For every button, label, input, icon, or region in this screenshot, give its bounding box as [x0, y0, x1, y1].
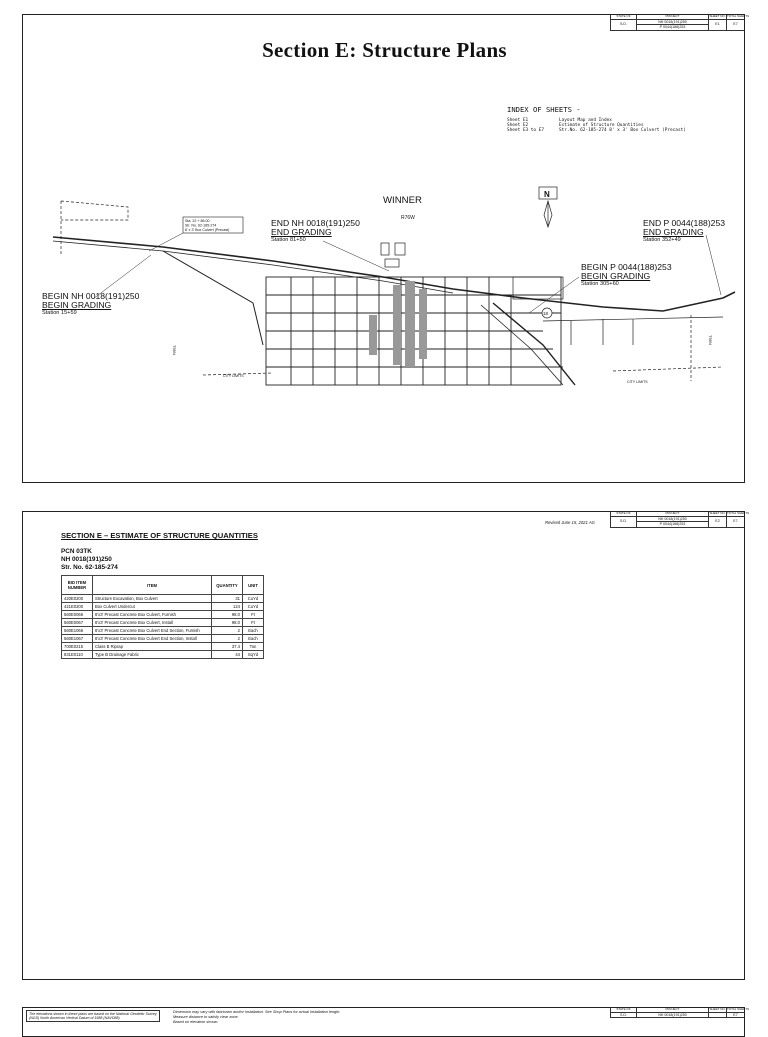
table-header-row	[62, 576, 264, 595]
title-block-sheet: E1	[708, 20, 726, 31]
title-block-state: S.D.	[610, 20, 636, 31]
township-label: T99N	[708, 335, 713, 345]
title-block-header: PROJECT	[636, 15, 708, 20]
title-block-project: P 0044(188)253	[636, 522, 708, 528]
title-block-header: STATE OF	[610, 512, 636, 517]
north-arrow-icon: N	[544, 190, 550, 199]
sheet-estimate-quantities	[22, 511, 750, 980]
project-number: NH 0018(191)250	[61, 556, 112, 563]
revised-note: Revised June 15, 2021 AG	[545, 520, 595, 525]
title-block-sheet: E2	[708, 517, 726, 528]
table-row: 700E0215 Class B Riprap 37.4 Ton	[62, 643, 264, 651]
table-row: 560E0066 8'x3' Precast Concrete Box Culvert, Furnish 98.0 Ft	[62, 611, 264, 619]
township-label: T99N	[172, 345, 177, 355]
column-header: BID ITEM NUMBER	[62, 576, 93, 595]
title-block-header: STATE OF	[610, 15, 636, 20]
pcn-number: PCN 03TK	[61, 548, 92, 555]
title-block-header: TOTAL SHEETS	[727, 14, 750, 18]
label-begin-nh: BEGIN NH 0018(191)250 BEGIN GRADING Station 15+59	[42, 291, 140, 316]
title-block-project: NH 0018(191)250	[636, 20, 708, 26]
sheet-title: Section E: Structure Plans	[262, 38, 507, 62]
title-block-state: S.D.	[610, 1013, 636, 1019]
title-block-total: E7	[726, 517, 744, 528]
title-block-header: SHEET NO.	[709, 511, 726, 515]
column-header: ITEM	[93, 576, 212, 595]
sheet-culvert-details	[22, 1007, 750, 1037]
city-limits-label: CITY LIMITS	[627, 380, 648, 384]
route-marker-label: 18	[543, 311, 548, 316]
title-block-header: TOTAL SHEETS	[727, 511, 750, 515]
culvert-note: Sta. 22 + 86.00	[185, 219, 210, 223]
label-end-p: END P 0044(188)253 END GRADING Station 352+49	[643, 218, 726, 243]
title-block-total: E7	[726, 20, 744, 31]
title-block-header: TOTAL SHEETS	[727, 1007, 750, 1011]
title-block-header: SHEET NO.	[709, 14, 726, 18]
title-block-header: PROJECT	[636, 1008, 708, 1013]
city-limits-label: CITY LIMITS	[223, 374, 244, 378]
layout-map	[23, 14, 750, 484]
plan-note: Based on elevation shown.	[173, 1019, 219, 1024]
plan-note: Dimension may vary with fabricator and/or installation. See Shop Plans for actual installation length.	[173, 1010, 341, 1014]
plan-notes	[173, 1010, 340, 1024]
plan-note: Measure distance to satisfy clear zone.	[173, 1014, 239, 1019]
title-block-sheet	[708, 1013, 726, 1019]
label-end-nh: END NH 0018(191)250 END GRADING Station 81+50	[271, 218, 360, 243]
title-block-header: PROJECT	[636, 512, 708, 517]
title-block-project: P 0044(188)253	[636, 25, 708, 31]
column-header: UNIT	[243, 576, 264, 595]
title-block	[610, 511, 750, 528]
title-block-state: S.D.	[610, 517, 636, 528]
title-block-header: STATE OF	[610, 1008, 636, 1013]
map-range-label: R76W	[401, 215, 415, 221]
table-row: 560E0067 8'x3' Precast Concrete Box Culvert, Install 98.0 Ft	[62, 619, 264, 627]
index-heading: INDEX OF SHEETS -	[507, 105, 581, 114]
index-row: Sheet E2 Estimate of Structure Quantities	[507, 123, 644, 128]
quantities-table	[61, 575, 264, 659]
sheet-structure-plans	[22, 14, 750, 483]
label-begin-p: BEGIN P 0044(188)253 BEGIN GRADING Station 305+60	[581, 262, 672, 287]
table-row: 420E0200 Structure Excavation, Box Culvert 31 CuYd	[62, 595, 264, 603]
index-row: Sheet E1 Layout Map and Index	[507, 118, 612, 123]
title-block-project: NH 0018(191)250	[636, 1013, 708, 1019]
map-town-label: WINNER	[383, 195, 422, 206]
estimate-heading: SECTION E – ESTIMATE OF STRUCTURE QUANTITIES	[61, 531, 258, 540]
index-row: Sheet E3 to E7 Str.No. 62-185-274 8' x 3' Box Culvert (Precast)	[507, 128, 686, 133]
title-block-header: SHEET NO.	[709, 1007, 726, 1011]
table-row: 421E0200 Box Culvert Undercut 124 CuYd	[62, 603, 264, 611]
title-block-total: E7	[726, 1013, 744, 1019]
elevation-note: The elevations shown in these plans are based on the National Geodetic Survey (NGS) North American Vertical Datum of 1988 (NAVD88).	[26, 1010, 160, 1022]
project-info	[61, 548, 118, 572]
culvert-note: 8' x 3' Box Culvert (Precast)	[185, 228, 230, 232]
title-block-project: NH 0018(191)250	[636, 517, 708, 523]
table-row: 560E1067 8'x3' Precast Concrete Box Culvert End Section, Install 2 Each	[62, 635, 264, 643]
structure-number: Str. No. 62-185-274	[61, 564, 118, 571]
table-row: 560E1066 8'x3' Precast Concrete Box Culvert End Section, Furnish 2 Each	[62, 627, 264, 635]
column-header: QUANTITY	[212, 576, 243, 595]
title-block	[610, 1007, 750, 1018]
culvert-note: Str. No. 62-185-274	[185, 223, 217, 228]
table-row: 831E0110 Type B Drainage Fabric 44 SqYd	[62, 651, 264, 659]
